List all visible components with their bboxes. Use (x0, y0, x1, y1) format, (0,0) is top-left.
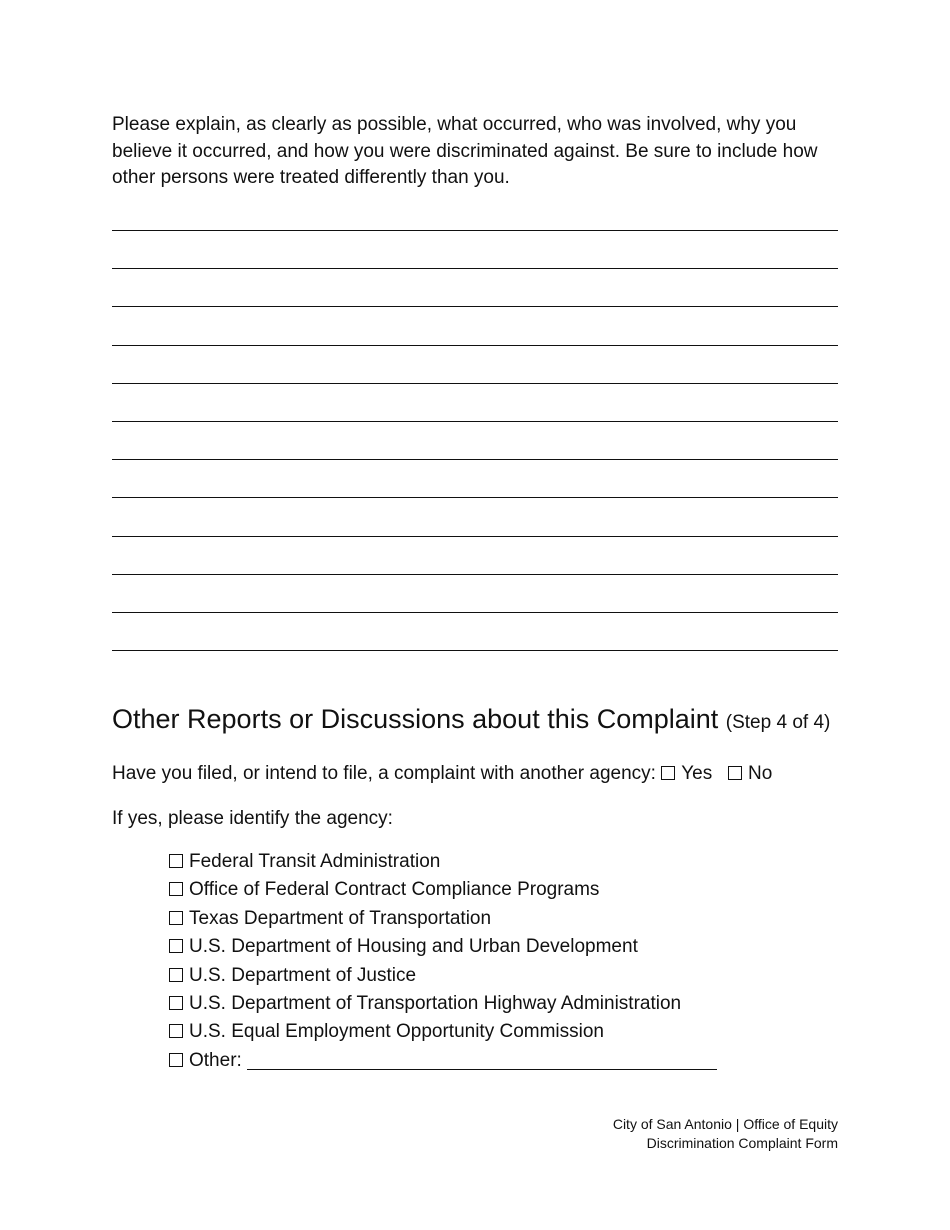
checkbox-icon (661, 766, 675, 780)
agency-checklist (169, 848, 717, 1075)
write-line[interactable] (112, 459, 838, 497)
agency-label: Federal Transit Administration (189, 851, 441, 872)
agency-option-doj[interactable] (169, 962, 717, 990)
question-text: Have you filed, or intend to file, a complaint with another agency: (112, 763, 656, 784)
write-line[interactable] (112, 536, 838, 574)
checkbox-icon (169, 968, 183, 982)
write-line[interactable] (112, 306, 838, 344)
agency-option-other[interactable] (169, 1047, 717, 1075)
checkbox-icon (169, 1024, 183, 1038)
other-agency-field[interactable] (247, 1049, 717, 1070)
checkbox-icon (169, 1053, 183, 1067)
agency-option-fta[interactable] (169, 848, 717, 876)
step-indicator: (Step 4 of 4) (725, 712, 831, 733)
identify-agency-prompt: If yes, please identify the agency: (112, 808, 393, 829)
checkbox-icon (169, 996, 183, 1010)
write-line[interactable] (112, 230, 838, 268)
agency-label: Office of Federal Contract Compliance Programs (189, 879, 600, 901)
write-line[interactable] (112, 497, 838, 535)
checkbox-icon (169, 854, 183, 868)
agency-label: U.S. Equal Employment Opportunity Commission (189, 1021, 604, 1043)
write-line[interactable] (112, 574, 838, 612)
write-line[interactable] (112, 650, 838, 688)
yes-checkbox[interactable] (661, 760, 712, 788)
write-line[interactable] (112, 383, 838, 421)
write-line[interactable] (112, 421, 838, 459)
agency-option-txdot[interactable] (169, 905, 717, 933)
agency-option-dot-highway[interactable] (169, 990, 717, 1018)
checkbox-icon (169, 939, 183, 953)
yes-label: Yes (681, 763, 713, 784)
agency-label: Texas Department of Transportation (189, 907, 492, 929)
footer-organization: City of San Antonio | Office of Equity (612, 1116, 838, 1132)
agency-label: U.S. Department of Transportation Highway Administration (189, 993, 682, 1015)
instructions-text: Please explain, as clearly as possible, what occurred, who was involved, why you believe it occurred, and how you were discriminated against. Be sure to include how other persons were treated differently than you. (112, 114, 818, 188)
checkbox-icon (169, 911, 183, 925)
agency-label: U.S. Department of Housing and Urban Development (189, 936, 638, 958)
checkbox-icon (728, 766, 742, 780)
agency-option-ofccp[interactable] (169, 876, 717, 904)
page-footer (613, 1115, 838, 1153)
write-line[interactable] (112, 345, 838, 383)
write-line[interactable] (112, 612, 838, 650)
no-checkbox[interactable] (728, 760, 772, 788)
no-label: No (748, 763, 773, 784)
section-title-text: Other Reports or Discussions about this Complaint (112, 704, 719, 734)
agency-option-hud[interactable] (169, 933, 717, 961)
explanation-write-area[interactable] (112, 230, 838, 688)
checkbox-icon (169, 882, 183, 896)
other-agency-question (112, 760, 772, 788)
section-title (112, 700, 830, 742)
other-label: Other: (189, 1049, 242, 1071)
footer-form-name: Discrimination Complaint Form (646, 1135, 838, 1151)
agency-option-eeoc[interactable] (169, 1018, 717, 1046)
agency-label: U.S. Department of Justice (189, 964, 417, 986)
write-line[interactable] (112, 268, 838, 306)
